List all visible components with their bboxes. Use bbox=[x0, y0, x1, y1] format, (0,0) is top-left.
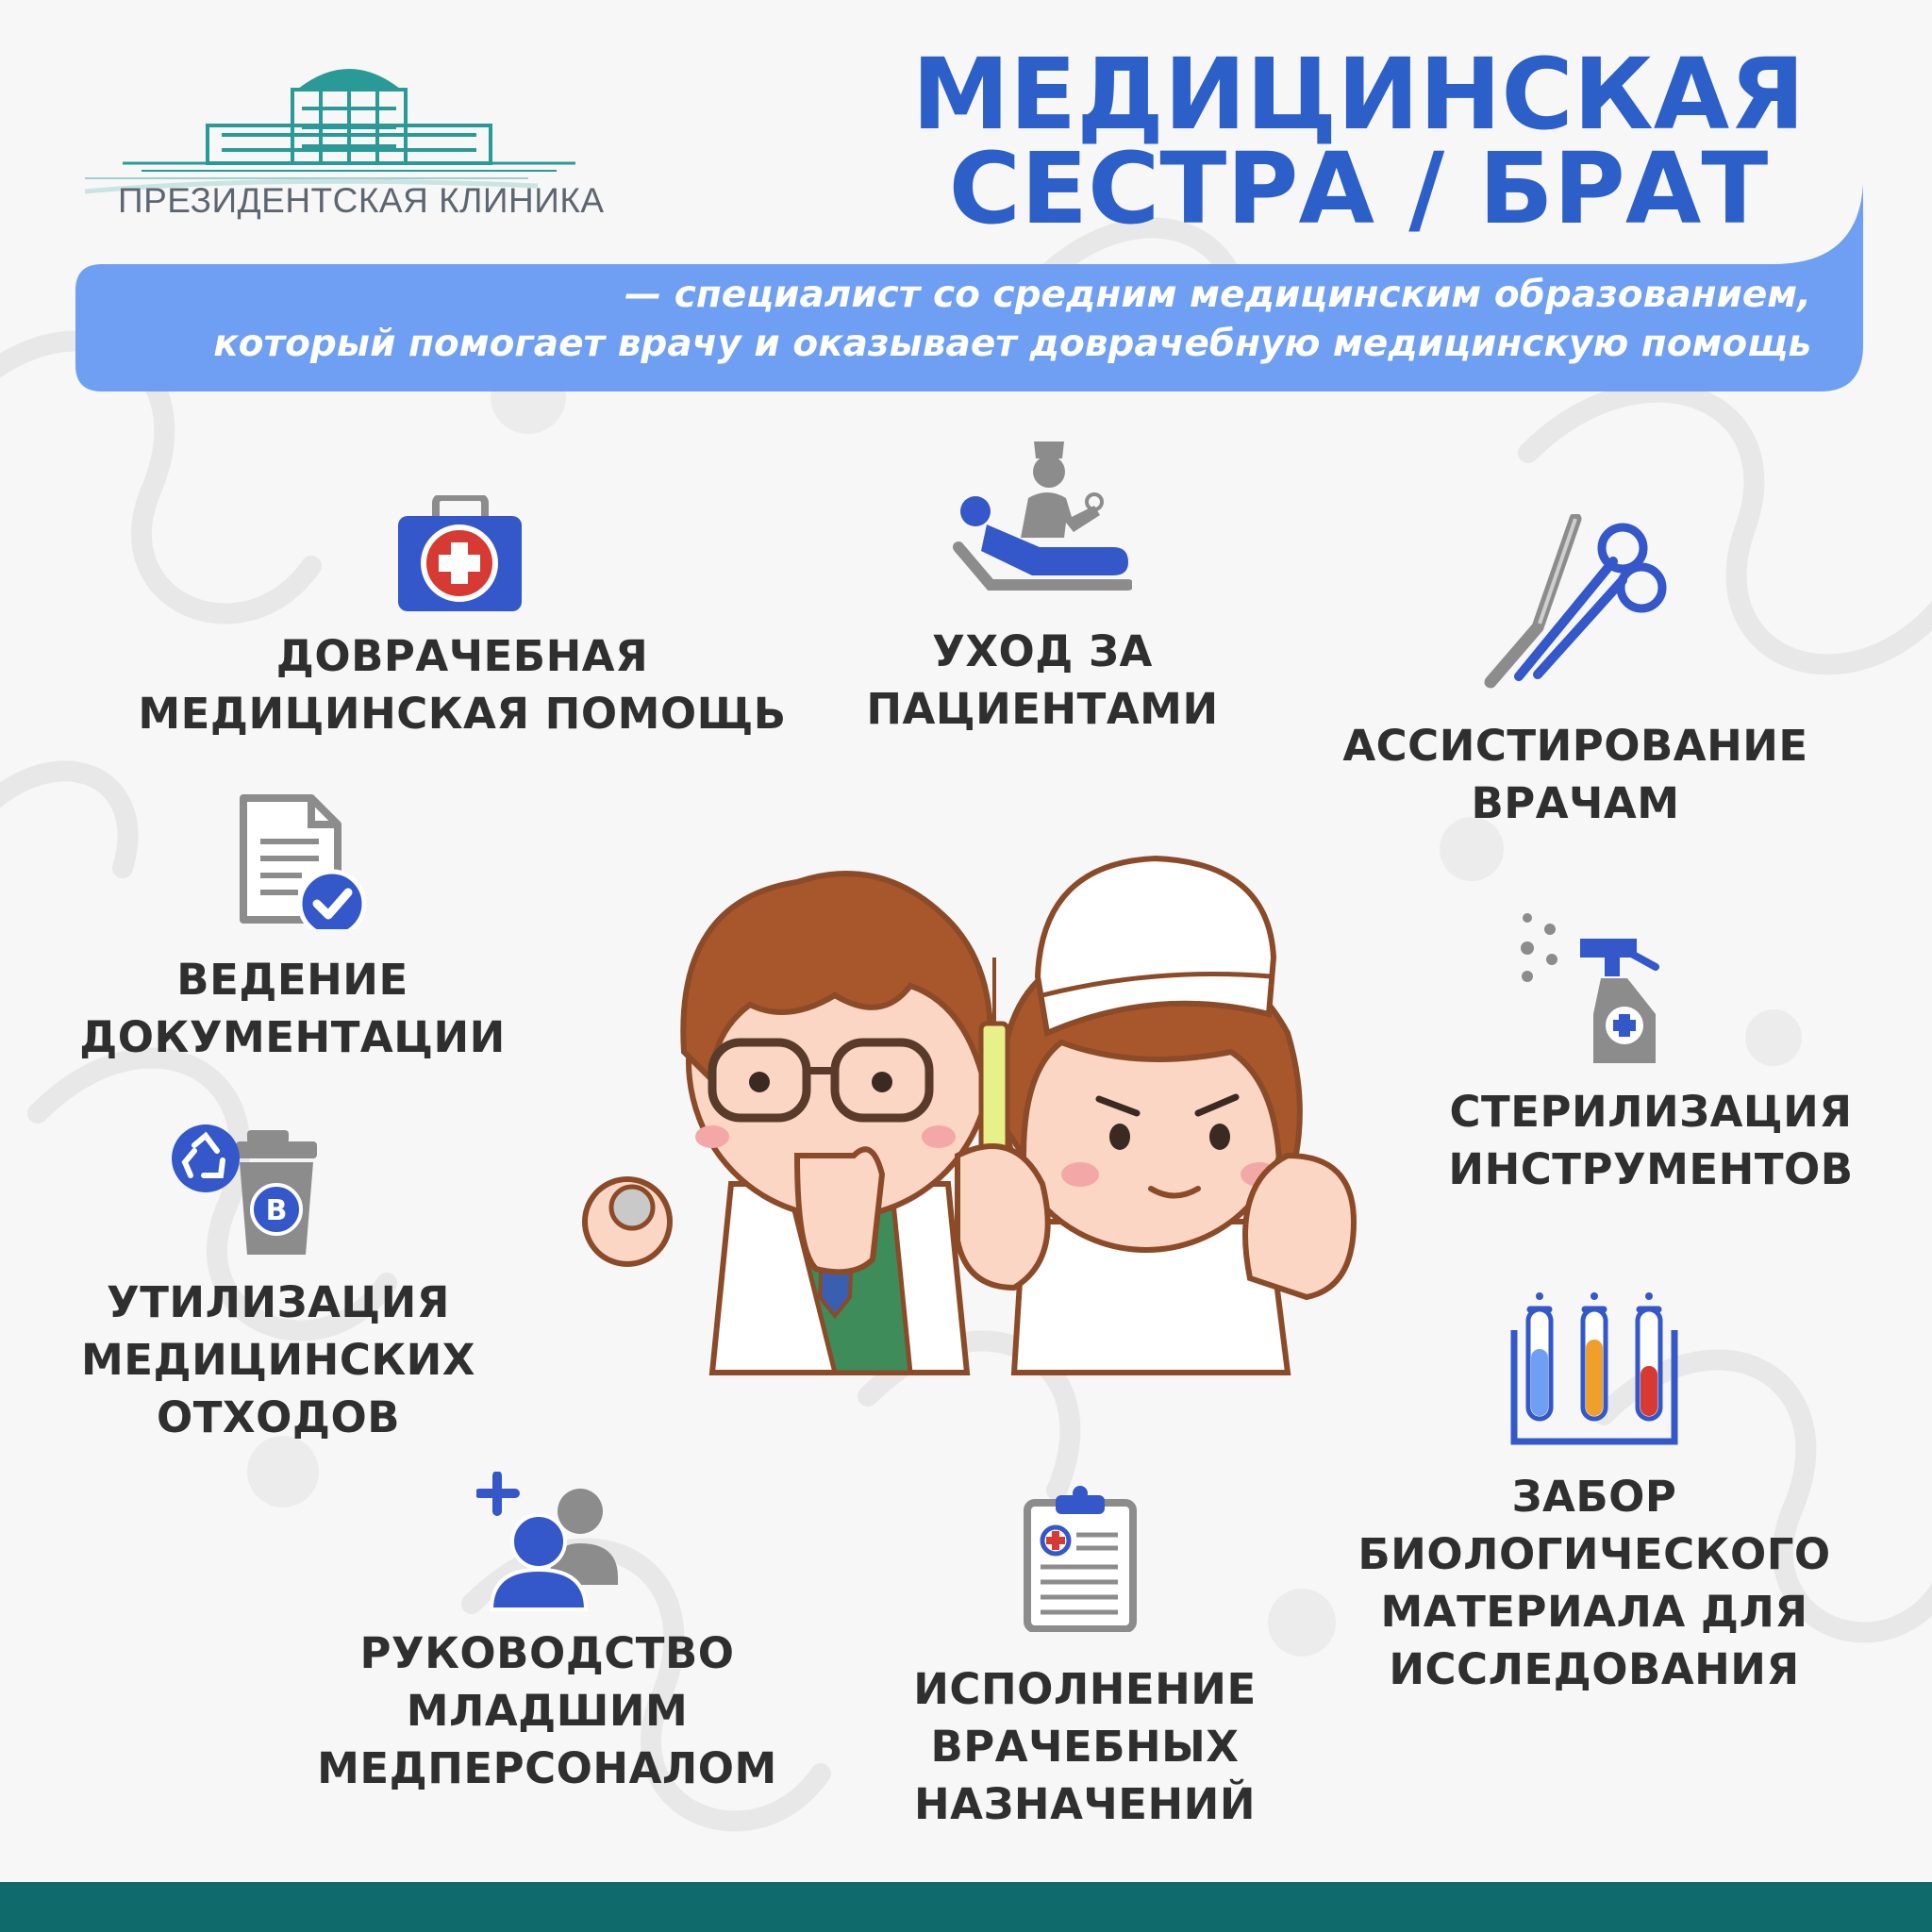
duty-biomaterial-line-2: БИОЛОГИЧЕСКОГО bbox=[1357, 1529, 1831, 1579]
duty-prescriptions-line-1: ИСПОЛНЕНИЕ bbox=[913, 1664, 1257, 1714]
duty-first-aid-line-1: ДОВРАЧЕБНАЯ bbox=[275, 631, 649, 681]
clipboard-icon bbox=[1024, 1486, 1137, 1632]
title-line-2: СЕСТРА / БРАТ bbox=[948, 131, 1769, 246]
duty-documentation-line-1: ВЕДЕНИЕ bbox=[176, 955, 408, 1005]
waste-badge: B bbox=[265, 1194, 288, 1227]
duty-first-aid-line-2: МЕДИЦИНСКАЯ ПОМОЩЬ bbox=[138, 689, 787, 739]
first-aid-kit-icon bbox=[396, 495, 524, 613]
duty-first-aid bbox=[104, 627, 821, 742]
duty-patient-care bbox=[830, 623, 1255, 738]
duty-staff-management-line-2: МЛАДШИМ bbox=[406, 1686, 689, 1736]
patient-care-icon bbox=[953, 434, 1132, 604]
duty-sterilization-line-2: ИНСТРУМЕНТОВ bbox=[1448, 1144, 1854, 1194]
add-people-icon bbox=[476, 1472, 623, 1613]
duty-biomaterial-line-3: МАТЕРИАЛА ДЛЯ bbox=[1380, 1587, 1808, 1637]
duty-waste-line-3: ОТХОДОВ bbox=[156, 1392, 401, 1442]
duty-prescriptions bbox=[849, 1660, 1321, 1833]
duty-assisting-line-1: АССИСТИРОВАНИЕ bbox=[1342, 721, 1808, 771]
duty-sterilization bbox=[1406, 1083, 1896, 1198]
duty-staff-management-line-1: РУКОВОДСТВО bbox=[359, 1628, 735, 1678]
subtitle-line-2: который помогает врачу и оказывает доврачебную медицинскую помощь bbox=[213, 323, 1811, 365]
surgical-instruments-icon bbox=[1481, 514, 1670, 689]
female-nurse-figure bbox=[958, 858, 1354, 1373]
document-check-icon bbox=[236, 792, 373, 929]
duty-patient-care-line-2: ПАЦИЕНТАМИ bbox=[866, 684, 1219, 734]
duty-assisting-line-2: ВРАЧАМ bbox=[1471, 778, 1680, 828]
male-nurse-figure bbox=[585, 874, 991, 1373]
waste-bin-icon bbox=[170, 1123, 325, 1259]
logo-text: ПРЕЗИДЕНТСКАЯ КЛИНИКА bbox=[118, 181, 605, 220]
subtitle bbox=[113, 271, 1811, 369]
duty-prescriptions-line-3: НАЗНАЧЕНИЙ bbox=[913, 1779, 1257, 1829]
duty-biomaterial-line-1: ЗАБОР bbox=[1511, 1472, 1677, 1522]
duty-waste-line-1: УТИЛИЗАЦИЯ bbox=[107, 1277, 450, 1327]
duty-documentation bbox=[57, 951, 528, 1066]
duty-biomaterial-line-4: ИССЛЕДОВАНИЯ bbox=[1389, 1644, 1800, 1694]
duty-waste-line-2: МЕДИЦИНСКИХ bbox=[81, 1335, 475, 1385]
duty-documentation-line-2: ДОКУМЕНТАЦИИ bbox=[79, 1012, 506, 1062]
duty-assisting bbox=[1321, 717, 1830, 832]
duty-waste bbox=[57, 1274, 500, 1446]
duty-biomaterial bbox=[1311, 1468, 1877, 1698]
duty-prescriptions-line-2: ВРАЧЕБНЫХ bbox=[930, 1722, 1240, 1772]
subtitle-line-1: — специалист со средним медицинским образованием, bbox=[625, 274, 1811, 316]
duty-sterilization-line-1: СТЕРИЛИЗАЦИЯ bbox=[1449, 1087, 1853, 1137]
duty-patient-care-line-1: УХОД ЗА bbox=[932, 626, 1153, 676]
title-line-1: МЕДИЦИНСКАЯ bbox=[911, 37, 1806, 152]
footer-bar bbox=[0, 1882, 1932, 1932]
duty-staff-management-line-3: МЕДПЕРСОНАЛОМ bbox=[317, 1743, 777, 1793]
duty-staff-management bbox=[302, 1624, 792, 1797]
nurses-illustration bbox=[571, 844, 1363, 1382]
spray-bottle-icon bbox=[1514, 910, 1665, 1066]
test-tubes-icon bbox=[1509, 1292, 1679, 1448]
